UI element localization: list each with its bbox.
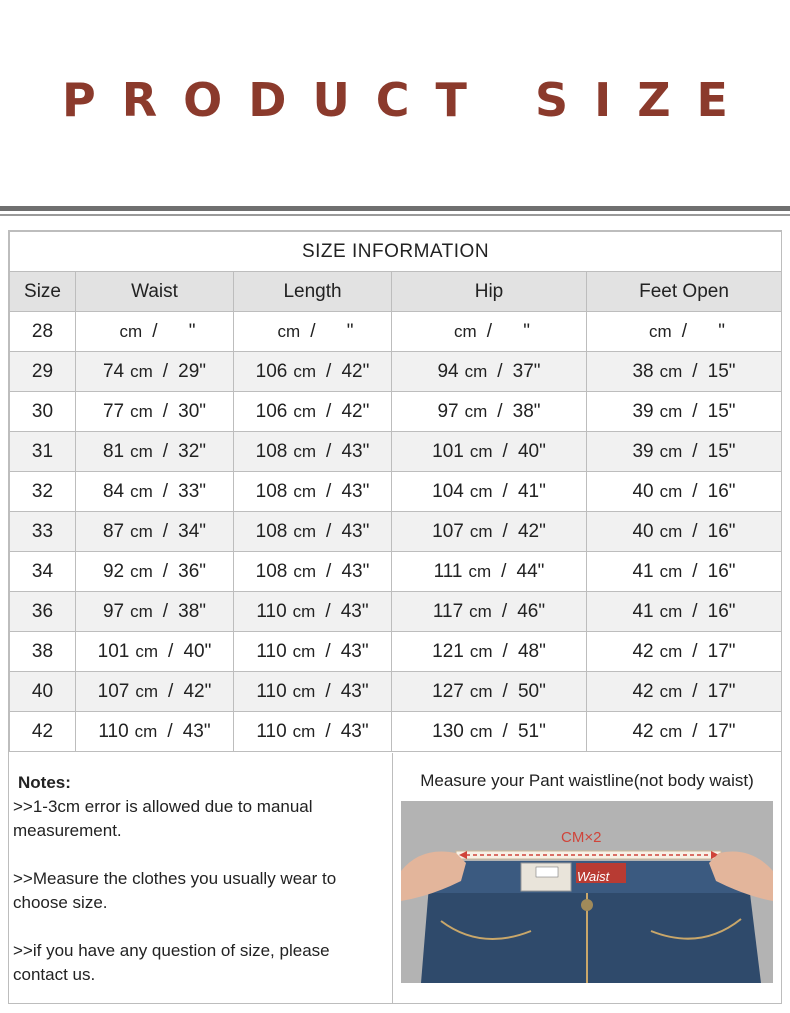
inch-value: 46" xyxy=(517,600,546,622)
length-cell xyxy=(234,712,392,752)
cm-unit: cm xyxy=(293,361,317,381)
header-size: Size xyxy=(10,272,76,312)
unit-separator: / xyxy=(162,560,169,582)
cm-value: 110 xyxy=(256,640,287,662)
unit-separator: / xyxy=(692,680,698,702)
inch-value: 43" xyxy=(340,680,369,702)
size-cell: 29 xyxy=(10,352,76,392)
unit-separator: / xyxy=(497,360,503,382)
cm-unit: cm xyxy=(659,481,683,501)
inch-value: 42" xyxy=(183,680,212,702)
inch-value: 36" xyxy=(178,560,207,582)
hip-cell xyxy=(392,672,587,712)
header-length: Length xyxy=(234,272,392,312)
cm-unit: cm xyxy=(468,561,492,581)
table-caption: SIZE INFORMATION xyxy=(10,232,782,272)
inch-value: 43" xyxy=(341,520,370,542)
cm-value: 84 xyxy=(102,480,125,502)
unit-separator: / xyxy=(502,440,508,462)
hip-cell xyxy=(392,352,587,392)
inch-value: 32" xyxy=(178,440,207,462)
table-row xyxy=(10,512,782,552)
jeans-waist-photo xyxy=(401,801,773,983)
unit-separator: / xyxy=(167,720,173,742)
unit-separator: / xyxy=(502,680,508,702)
length-cell xyxy=(234,672,392,712)
inch-value: 33" xyxy=(178,480,207,502)
inch-value: 30" xyxy=(178,400,207,422)
cm-value: 107 xyxy=(432,520,464,542)
cm-unit: cm xyxy=(135,681,159,701)
cm-unit: cm xyxy=(130,481,153,501)
unit-separator: / xyxy=(162,480,169,502)
cm-unit: cm xyxy=(464,361,488,381)
cm-value: 106 xyxy=(255,360,288,382)
cm-value: 77 xyxy=(102,400,125,422)
size-cell: 33 xyxy=(10,512,76,552)
inch-value: 17" xyxy=(707,680,736,702)
cm-unit: cm xyxy=(649,321,672,341)
cm-unit: cm xyxy=(659,441,683,461)
cm-value: 87 xyxy=(102,520,125,542)
size-cell: 32 xyxy=(10,472,76,512)
unit-separator: / xyxy=(502,520,508,542)
length-cell xyxy=(234,472,392,512)
feet-open-cell xyxy=(587,512,782,552)
feet-open-cell xyxy=(587,392,782,432)
unit-separator: / xyxy=(692,520,698,542)
inch-value: 15" xyxy=(707,360,736,382)
cm-unit: cm xyxy=(130,601,153,621)
inch-value: " xyxy=(523,320,530,342)
cm-unit: cm xyxy=(469,601,492,621)
unit-separator: / xyxy=(497,400,503,422)
size-cell: 28 xyxy=(10,312,76,352)
note-measure-clothes: >>Measure the clothes you usually wear to choose size. xyxy=(13,869,337,912)
length-cell xyxy=(234,632,392,672)
cm-unit: cm xyxy=(292,681,316,701)
size-table xyxy=(9,231,782,752)
notes-title: Notes: xyxy=(18,773,71,792)
inch-value: 43" xyxy=(341,560,370,582)
inch-value: 50" xyxy=(517,680,546,702)
size-cell: 38 xyxy=(10,632,76,672)
waist-cell xyxy=(76,672,234,712)
size-cell: 31 xyxy=(10,432,76,472)
inch-value: 48" xyxy=(517,640,546,662)
unit-separator: / xyxy=(325,600,331,622)
size-cell: 40 xyxy=(10,672,76,712)
inch-value: 17" xyxy=(707,640,736,662)
waist-cell xyxy=(76,712,234,752)
table-row xyxy=(10,712,782,752)
cm-unit: cm xyxy=(464,401,488,421)
cm-value: 117 xyxy=(432,600,464,622)
header-waist: Waist xyxy=(76,272,234,312)
size-cell: 36 xyxy=(10,592,76,632)
cm-value: 104 xyxy=(432,480,464,502)
unit-separator: / xyxy=(326,400,332,422)
table-row xyxy=(10,352,782,392)
length-cell xyxy=(234,432,392,472)
unit-separator: / xyxy=(501,560,507,582)
inch-value: 40" xyxy=(517,440,546,462)
divider-thin xyxy=(0,214,790,216)
cm-unit: cm xyxy=(293,521,317,541)
page-title: PRODUCT SIZE xyxy=(62,73,754,127)
cm-unit: cm xyxy=(454,321,477,341)
cm-unit: cm xyxy=(469,641,493,661)
note-contact-us: >>if you have any question of size, please contact us. xyxy=(13,941,330,984)
length-cell xyxy=(234,592,392,632)
inch-value: 42" xyxy=(517,520,546,542)
unit-separator: / xyxy=(692,480,698,502)
cm-unit: cm xyxy=(469,481,493,501)
feet-open-cell xyxy=(587,432,782,472)
unit-separator: / xyxy=(326,360,332,382)
unit-separator: / xyxy=(502,720,508,742)
waist-cell xyxy=(76,512,234,552)
cm-value: 74 xyxy=(102,360,125,382)
feet-open-cell xyxy=(587,592,782,632)
cm-unit: cm xyxy=(292,641,316,661)
cm-value: 108 xyxy=(255,520,288,542)
unit-separator: / xyxy=(168,640,174,662)
unit-separator: / xyxy=(692,640,698,662)
feet-open-cell xyxy=(587,672,782,712)
cm-value: 81 xyxy=(102,440,125,462)
cm-unit: cm xyxy=(469,441,493,461)
table-row xyxy=(10,552,782,592)
hip-cell xyxy=(392,712,587,752)
unit-separator: / xyxy=(152,320,158,342)
hip-cell xyxy=(392,472,587,512)
unit-separator: / xyxy=(486,320,492,342)
table-row xyxy=(10,392,782,432)
cm-value: 110 xyxy=(256,680,287,702)
cm-value: 101 xyxy=(432,440,464,462)
feet-open-cell xyxy=(587,712,782,752)
inch-value: 44" xyxy=(516,560,545,582)
feet-open-cell xyxy=(587,472,782,512)
cm-value: 110 xyxy=(98,720,129,742)
cm-value: 111 xyxy=(433,560,463,582)
cm-unit: cm xyxy=(292,601,316,621)
table-row xyxy=(10,432,782,472)
unit-separator: / xyxy=(326,480,332,502)
cm-unit: cm xyxy=(130,441,153,461)
unit-separator: / xyxy=(692,720,698,742)
waist-cell xyxy=(76,472,234,512)
inch-value: 42" xyxy=(341,360,370,382)
inch-value: " xyxy=(188,320,196,342)
inch-value: 41" xyxy=(517,480,546,502)
cm-value: 110 xyxy=(256,600,287,622)
cm-unit: cm xyxy=(293,441,317,461)
size-cell: 34 xyxy=(10,552,76,592)
cm-unit: cm xyxy=(293,401,317,421)
cm-unit: cm xyxy=(659,601,683,621)
inch-value: 43" xyxy=(340,720,369,742)
size-sheet xyxy=(8,230,782,1004)
waist-cell xyxy=(76,552,234,592)
waist-cell xyxy=(76,592,234,632)
inch-value: 38" xyxy=(178,600,207,622)
cm-value: 106 xyxy=(255,400,288,422)
unit-separator: / xyxy=(681,320,687,342)
cm-unit: cm xyxy=(659,641,683,661)
unit-separator: / xyxy=(162,520,169,542)
unit-separator: / xyxy=(501,600,508,622)
waist-cell xyxy=(76,392,234,432)
length-cell xyxy=(234,552,392,592)
cm-value: 108 xyxy=(255,560,288,582)
feet-open-cell xyxy=(587,552,782,592)
cm-unit: cm xyxy=(130,561,153,581)
waist-cell xyxy=(76,632,234,672)
cm-value: 108 xyxy=(255,480,288,502)
cm-unit: cm xyxy=(659,521,683,541)
cm-value: 127 xyxy=(432,680,464,702)
waist-label: Waist xyxy=(577,869,610,884)
inch-value: 42" xyxy=(341,400,370,422)
inch-value: 15" xyxy=(707,440,736,462)
note-error-allowance: >>1-3cm error is allowed due to manual measurement. xyxy=(13,797,313,840)
table-row xyxy=(10,472,782,512)
cm-unit: cm xyxy=(293,481,317,501)
feet-open-cell xyxy=(587,312,782,352)
unit-separator: / xyxy=(325,720,331,742)
notes-panel xyxy=(9,753,393,1003)
inch-value: 51" xyxy=(517,720,546,742)
length-cell xyxy=(234,352,392,392)
unit-separator: / xyxy=(692,440,698,462)
cm-value: 101 xyxy=(97,640,130,662)
cm-unit: cm xyxy=(469,721,493,741)
inch-value: 16" xyxy=(707,520,736,542)
cm-unit: cm xyxy=(659,401,683,421)
hip-cell xyxy=(392,392,587,432)
cm-value: 108 xyxy=(255,440,288,462)
hip-cell xyxy=(392,512,587,552)
inch-value: 16" xyxy=(707,480,736,502)
feet-open-cell xyxy=(587,632,782,672)
cm-unit: cm xyxy=(135,641,159,661)
cm-unit: cm xyxy=(277,321,301,341)
cm-unit: cm xyxy=(292,721,316,741)
unit-separator: / xyxy=(325,680,331,702)
inch-value: 17" xyxy=(707,720,736,742)
unit-separator: / xyxy=(168,680,174,702)
cm-value: 41 xyxy=(632,560,654,582)
cm-unit: cm xyxy=(659,721,683,741)
cm-value: 40 xyxy=(632,520,654,542)
inch-value: 15" xyxy=(707,400,736,422)
cm-unit: cm xyxy=(134,721,158,741)
length-cell xyxy=(234,512,392,552)
cm-value: 42 xyxy=(632,640,654,662)
hip-cell xyxy=(392,432,587,472)
cm-unit: cm xyxy=(659,681,683,701)
waist-cell xyxy=(76,432,234,472)
waist-cell xyxy=(76,312,234,352)
inch-value: 43" xyxy=(341,440,370,462)
cm-value: 92 xyxy=(102,560,125,582)
inch-value: 43" xyxy=(340,640,369,662)
table-row xyxy=(10,672,782,712)
unit-separator: / xyxy=(325,640,331,662)
unit-separator: / xyxy=(692,360,698,382)
cm-value: 40 xyxy=(632,480,654,502)
cm-unit: cm xyxy=(130,361,153,381)
cm-unit: cm xyxy=(469,681,493,701)
cm-unit: cm xyxy=(659,361,683,381)
inch-value: 43" xyxy=(341,480,370,502)
inch-value: 38" xyxy=(512,400,541,422)
header-feet-open: Feet Open xyxy=(587,272,782,312)
hip-cell xyxy=(392,312,587,352)
unit-separator: / xyxy=(326,560,332,582)
cm-unit: cm xyxy=(293,561,317,581)
table-row xyxy=(10,632,782,672)
cm-value: 42 xyxy=(632,680,654,702)
unit-separator: / xyxy=(162,600,169,622)
inch-value: 40" xyxy=(183,640,212,662)
cm-value: 107 xyxy=(97,680,130,702)
unit-separator: / xyxy=(502,640,508,662)
cm-value: 121 xyxy=(432,640,464,662)
cm-unit: cm xyxy=(659,561,683,581)
unit-separator: / xyxy=(692,600,698,622)
hip-cell xyxy=(392,592,587,632)
inch-value: " xyxy=(718,320,725,342)
cm-value: 38 xyxy=(632,360,654,382)
inch-value: 37" xyxy=(512,360,541,382)
unit-separator: / xyxy=(162,440,169,462)
unit-separator: / xyxy=(326,440,332,462)
tape-label: CM×2 xyxy=(561,829,602,846)
hip-cell xyxy=(392,632,587,672)
unit-separator: / xyxy=(692,400,698,422)
size-cell: 30 xyxy=(10,392,76,432)
cm-value: 130 xyxy=(432,720,464,742)
cm-unit: cm xyxy=(469,521,493,541)
unit-separator: / xyxy=(310,320,316,342)
inch-value: 29" xyxy=(178,360,207,382)
hip-cell xyxy=(392,552,587,592)
feet-open-cell xyxy=(587,352,782,392)
table-row xyxy=(10,312,782,352)
cm-unit: cm xyxy=(130,401,153,421)
unit-separator: / xyxy=(162,360,169,382)
divider-thick xyxy=(0,206,790,211)
cm-value: 97 xyxy=(102,600,125,622)
unit-separator: / xyxy=(502,480,508,502)
measure-panel xyxy=(393,753,781,1003)
header-hip: Hip xyxy=(392,272,587,312)
inch-value: 16" xyxy=(707,600,736,622)
cm-value: 39 xyxy=(632,400,654,422)
measure-caption: Measure your Pant waistline(not body waist) xyxy=(420,771,754,790)
cm-unit: cm xyxy=(119,321,143,341)
inch-value: 16" xyxy=(707,560,736,582)
inch-value: 34" xyxy=(178,520,207,542)
unit-separator: / xyxy=(162,400,169,422)
cm-unit: cm xyxy=(130,521,153,541)
unit-separator: / xyxy=(692,560,698,582)
cm-value: 94 xyxy=(437,360,459,382)
cm-value: 42 xyxy=(632,720,654,742)
length-cell xyxy=(234,392,392,432)
waist-cell xyxy=(76,352,234,392)
cm-value: 39 xyxy=(632,440,654,462)
table-row xyxy=(10,592,782,632)
length-cell xyxy=(234,312,392,352)
size-cell: 42 xyxy=(10,712,76,752)
inch-value: " xyxy=(346,320,354,342)
cm-value: 110 xyxy=(256,720,287,742)
cm-value: 97 xyxy=(437,400,459,422)
unit-separator: / xyxy=(326,520,332,542)
cm-value: 41 xyxy=(632,600,654,622)
inch-value: 43" xyxy=(182,720,211,742)
inch-value: 43" xyxy=(340,600,369,622)
